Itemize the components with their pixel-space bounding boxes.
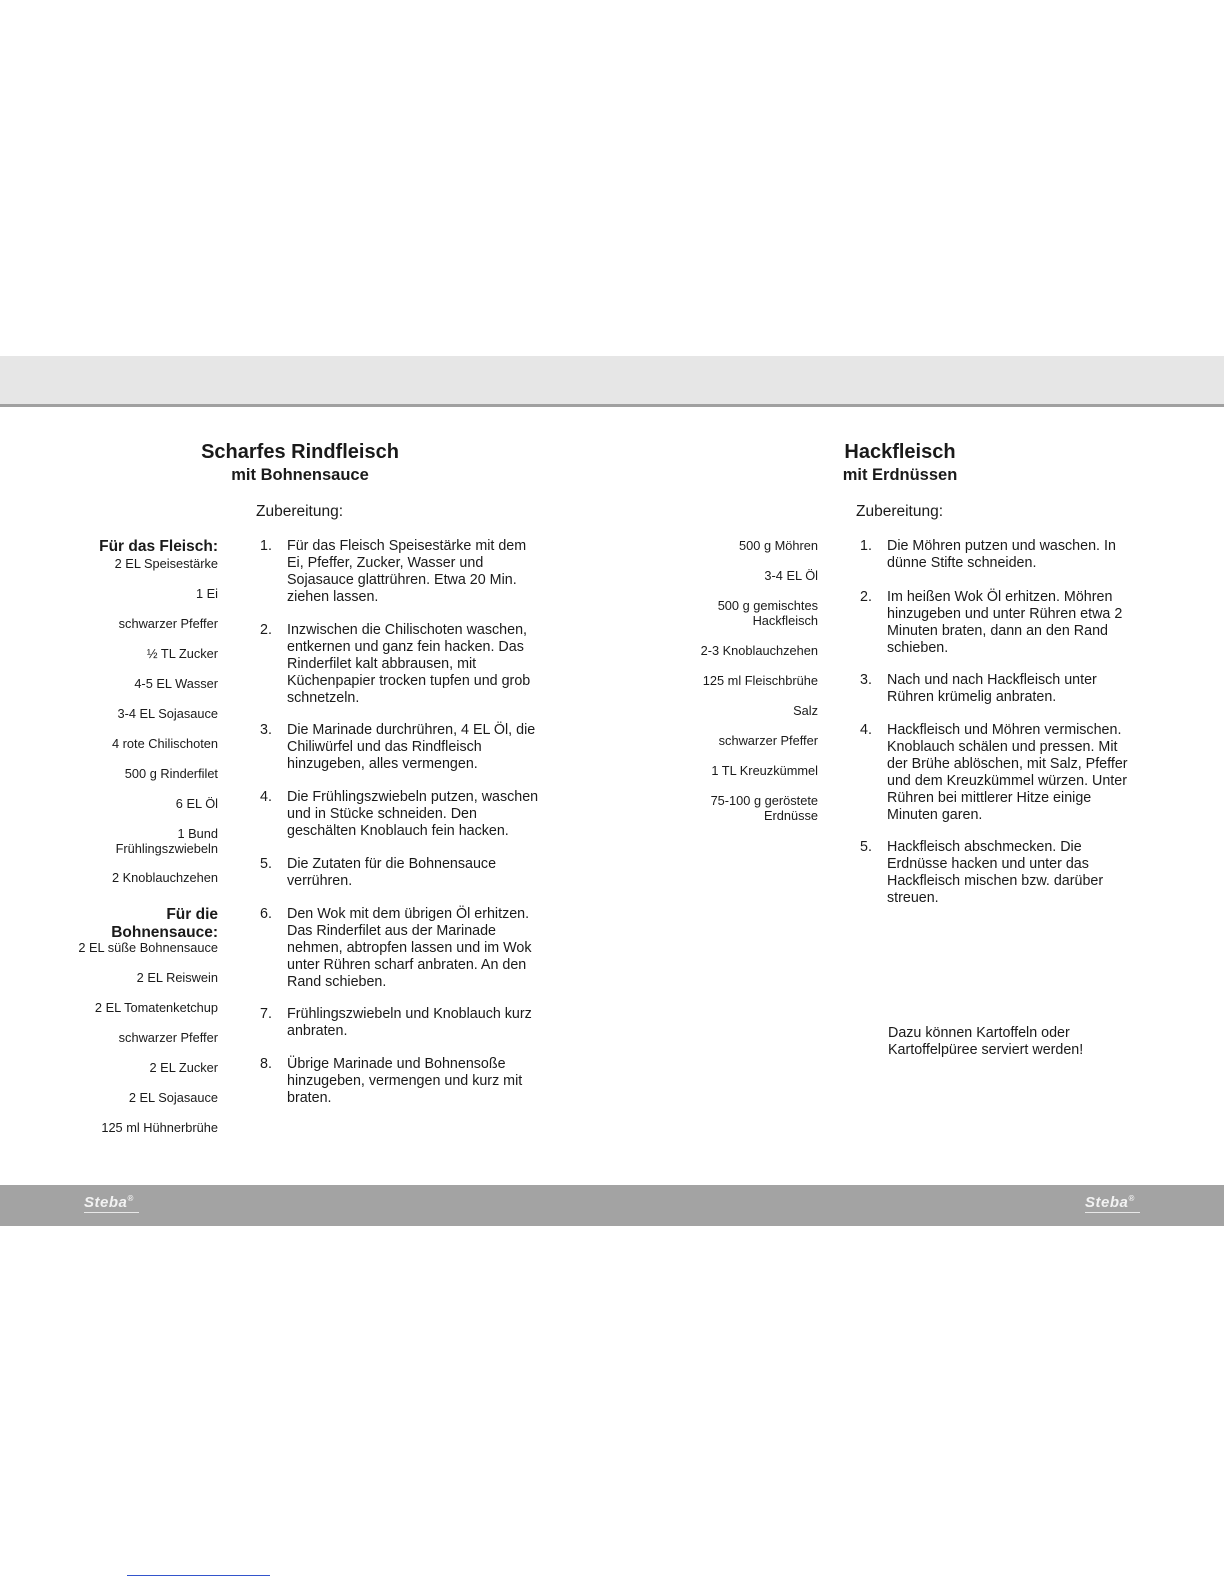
ingredient-item: 4 rote Chilischoten [112,736,218,751]
right-recipe-title: Hackfleisch [844,441,956,463]
ingredient-item: 2 EL Zucker [149,1060,218,1075]
ingredient-item: 2-3 Knoblauchzehen [700,643,818,658]
ingredient-item: 2 Knoblauchzehen [111,870,218,885]
ingredient-item: 4-5 EL Wasser [134,676,218,691]
header-band [0,356,1224,407]
step-text: Den Wok mit dem übrigen Öl erhitzen. Das Rinderfilet aus der Marinade nehmen, abtropfen lassen und im Wok unter Rühren scharf anbraten. An den Rand schieben. [287,906,532,990]
ingredient-item: 6 EL Öl [175,796,218,811]
serving-note: Dazu können Kartoffeln oder Kartoffelpüree serviert werden! [888,1025,1084,1058]
ingredient-item: Salz [793,703,818,718]
brand-logo-text: Steba [84,1194,128,1211]
step-text: Die Zutaten für die Bohnensauce verrühren. [287,856,497,889]
step-text: Die Marinade durchrühren, 4 EL Öl, die Chiliwürfel und das Rindfleisch hinzugeben, alles vermengen. [287,722,536,772]
step-text: Hackfleisch abschmecken. Die Erdnüsse hacken und unter das Hackfleisch mischen bzw. darüber streuen. [887,839,1104,906]
step-text: Hackfleisch und Möhren vermischen. Knoblauch schälen und pressen. Mit der Brühe ablöschen, mit Salz, Pfeffer und dem Kreuzkümmel würzen. Unter Rühren bei mittlerer Hitze einige Minuten garen. [887,722,1128,823]
step-text: Die Möhren putzen und waschen. In dünne Stifte schneiden. [887,538,1116,571]
ingredient-item: 2 EL Reiswein [136,970,218,985]
ingredient-item: 500 g gemischtes Hackfleisch [717,598,818,628]
step-number: 8. [260,1056,272,1072]
ingredient-item: 125 ml Hühnerbrühe [101,1120,218,1135]
ingredient-item: 500 g Möhren [739,538,818,553]
step-number: 5. [260,856,272,872]
left-recipe-title-block [190,440,410,486]
step-number: 6. [260,906,272,922]
ingredient-item: 2 EL Speisestärke [114,556,218,571]
right-recipe-title-block [820,440,980,486]
ingredient-item: 2 EL Sojasauce [128,1090,218,1105]
ingredient-item: 1 TL Kreuzkümmel [711,763,818,778]
step-number: 7. [260,1006,272,1022]
right-recipe-subtitle: mit Erdnüssen [842,466,958,484]
brand-logo-left: Steba® [84,1194,139,1213]
step-number: 2. [260,622,272,638]
step-text: Inzwischen die Chilischoten waschen, entkernen und ganz fein hacken. Das Rinderfilet kalt abbrausen, mit Küchenpapier trocken tupfen und grob schnetzeln. [287,622,531,706]
ingredient-item: 3-4 EL Sojasauce [117,706,218,721]
step-text: Die Frühlingszwiebeln putzen, waschen und in Stücke schneiden. Den geschälten Knoblauch fein hacken. [287,789,539,839]
step-number: 2. [860,589,872,605]
footer-band [0,1185,1224,1226]
brand-logo-right: Steba® [1085,1194,1140,1213]
step-number: 3. [260,722,272,738]
step-text: Für das Fleisch Speisestärke mit dem Ei, Pfeffer, Zucker, Wasser und Sojasauce glattrühren. Etwa 20 Min. ziehen lassen. [287,538,527,605]
right-preparation-label: Zubereitung: [856,503,944,520]
step-text: Nach und nach Hackfleisch unter Rühren krümelig anbraten. [887,672,1097,705]
sauce-ingredients-heading: Für die Bohnensauce: [111,906,218,941]
step-number: 4. [860,722,872,738]
ingredient-item: 75-100 g geröstete Erdnüsse [710,793,818,823]
bottom-rule [127,1575,270,1576]
ingredient-item: 500 g Rinderfilet [124,766,218,781]
ingredient-item: 2 EL süße Bohnensauce [78,940,218,955]
step-number: 5. [860,839,872,855]
ingredient-item: schwarzer Pfeffer [118,616,218,631]
ingredient-item: 1 Ei [195,586,218,601]
ingredient-item: schwarzer Pfeffer [118,1030,218,1045]
step-number: 1. [860,538,872,554]
step-text: Übrige Marinade und Bohnensoße hinzugeben, vermengen und kurz mit braten. [287,1056,523,1106]
meat-ingredients-heading: Für das Fleisch: [99,538,218,555]
left-recipe-subtitle: mit Bohnensauce [231,466,369,484]
step-number: 4. [260,789,272,805]
ingredient-item: ½ TL Zucker [146,646,218,661]
step-number: 1. [260,538,272,554]
ingredient-item: 125 ml Fleischbrühe [702,673,818,688]
left-recipe-title: Scharfes Rindfleisch [201,441,399,463]
ingredient-item: 3-4 EL Öl [764,568,818,583]
brand-logo-text: Steba [1085,1194,1129,1211]
step-text: Frühlingszwiebeln und Knoblauch kurz anbraten. [287,1006,532,1039]
step-text: Im heißen Wok Öl erhitzen. Möhren hinzugeben und unter Rühren etwa 2 Minuten braten, dann an den Rand schieben. [887,589,1123,656]
step-number: 3. [860,672,872,688]
ingredient-item: 1 Bund Frühlingszwiebeln [115,826,218,856]
left-preparation-label: Zubereitung: [256,503,344,520]
ingredient-item: 2 EL Tomatenketchup [94,1000,218,1015]
ingredient-item: schwarzer Pfeffer [718,733,818,748]
